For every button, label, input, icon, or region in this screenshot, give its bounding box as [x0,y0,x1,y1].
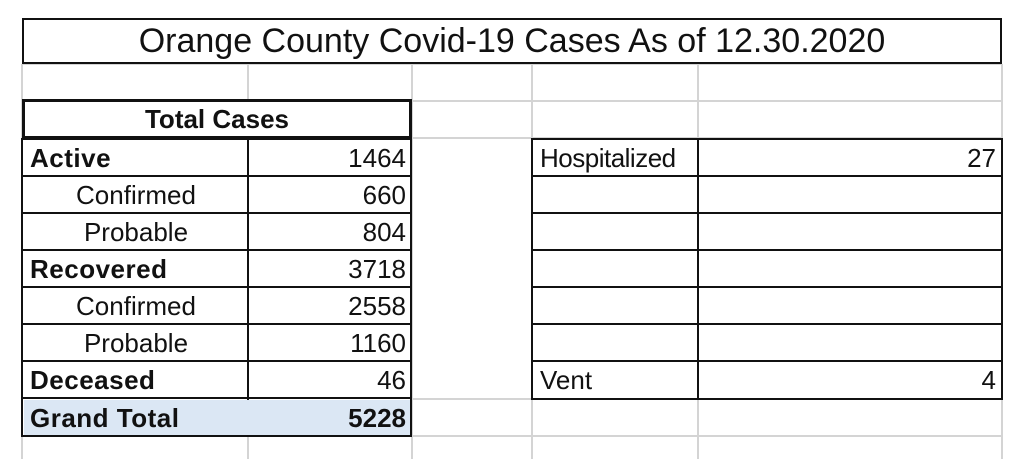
row-recovered-probable-value: 1160 [350,328,406,358]
row-active-probable-label: Probable [83,217,189,247]
vent-value: 4 [981,365,996,395]
row-recovered-confirmed-label: Confirmed [76,291,196,321]
hospitalized-value: 27 [967,143,996,173]
row-recovered-value: 3718 [348,254,406,284]
total-cases-header: Total Cases [144,104,289,134]
row-active-value: 1464 [348,143,406,173]
row-active-label: Active [30,143,112,173]
hospitalized-label: Hospitalized [540,143,676,173]
row-recovered-label: Recovered [30,254,168,284]
row-grand-total-label: Grand Total [30,402,180,433]
row-active-confirmed-value: 660 [362,180,406,210]
row-deceased-value: 46 [377,365,406,395]
page-title: Orange County Covid-19 Cases As of 12.30.2020 [138,22,886,60]
row-active-probable-value: 804 [362,217,406,247]
row-recovered-probable-label: Probable [83,328,189,358]
vent-label: Vent [540,365,593,395]
row-deceased-label: Deceased [30,365,156,395]
row-active-confirmed-label: Confirmed [76,180,196,210]
row-recovered-confirmed-value: 2558 [348,291,406,321]
row-grand-total-value: 5228 [348,402,406,433]
